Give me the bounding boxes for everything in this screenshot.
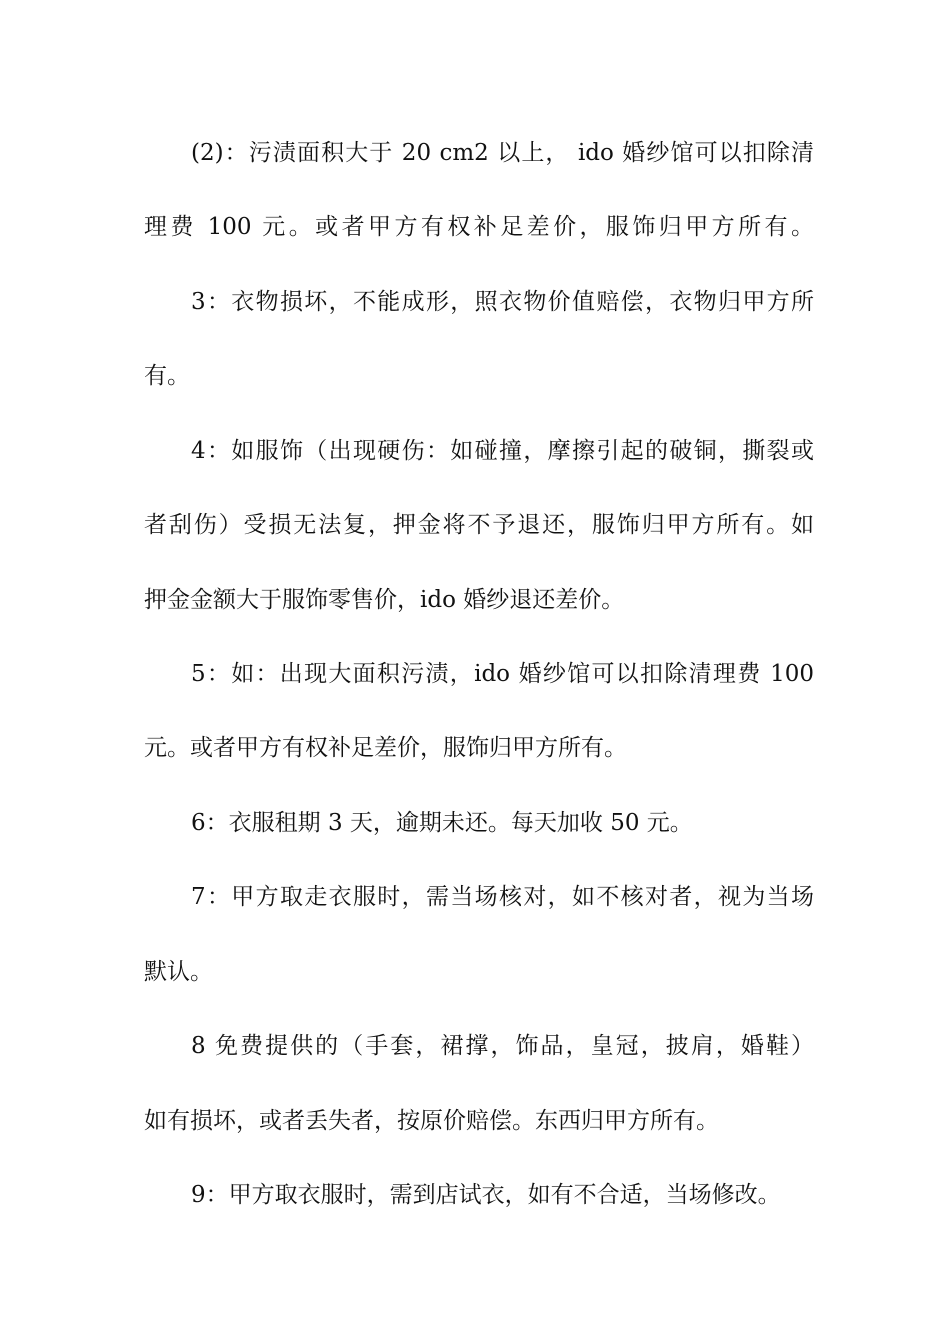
paragraph-3-line-2: 有。 xyxy=(144,363,190,389)
paragraph-7-line-1: 7：甲方取走衣服时，需当场核对，如不核对者，视为当场 xyxy=(191,884,814,910)
paragraph-8-line-2: 如有损坏，或者丢失者，按原价赔偿。东西归甲方所有。 xyxy=(144,1108,719,1134)
paragraph-4-line-3: 押金金额大于服饰零售价，ido 婚纱退还差价。 xyxy=(144,587,625,613)
paragraph-2-line-2: 理费 100 元。或者甲方有权补足差价，服饰归甲方所有。 xyxy=(144,214,814,240)
paragraph-2-line-1: (2)：污渍面积大于 20 cm2 以上， ido 婚纱馆可以扣除清 xyxy=(191,140,814,166)
paragraph-4-line-1: 4：如服饰（出现硬伤：如碰撞，摩擦引起的破铜，撕裂或 xyxy=(191,438,814,464)
paragraph-8-line-1: 8 免费提供的（手套，裙撑，饰品，皇冠，披肩，婚鞋） xyxy=(191,1033,814,1059)
paragraph-5-line-1: 5：如：出现大面积污渍，ido 婚纱馆可以扣除清理费 100 xyxy=(191,661,814,687)
paragraph-4-line-2: 者刮伤）受损无法复，押金将不予退还，服饰归甲方所有。如 xyxy=(144,512,814,538)
paragraph-9-line-1: 9：甲方取衣服时，需到店试衣，如有不合适，当场修改。 xyxy=(191,1182,781,1208)
paragraph-6-line-1: 6：衣服租期 3 天，逾期未还。每天加收 50 元。 xyxy=(191,810,693,836)
paragraph-3-line-1: 3：衣物损坏，不能成形，照衣物价值赔偿，衣物归甲方所 xyxy=(191,289,814,315)
paragraph-7-line-2: 默认。 xyxy=(144,959,213,985)
paragraph-5-line-2: 元。或者甲方有权补足差价，服饰归甲方所有。 xyxy=(144,735,627,761)
